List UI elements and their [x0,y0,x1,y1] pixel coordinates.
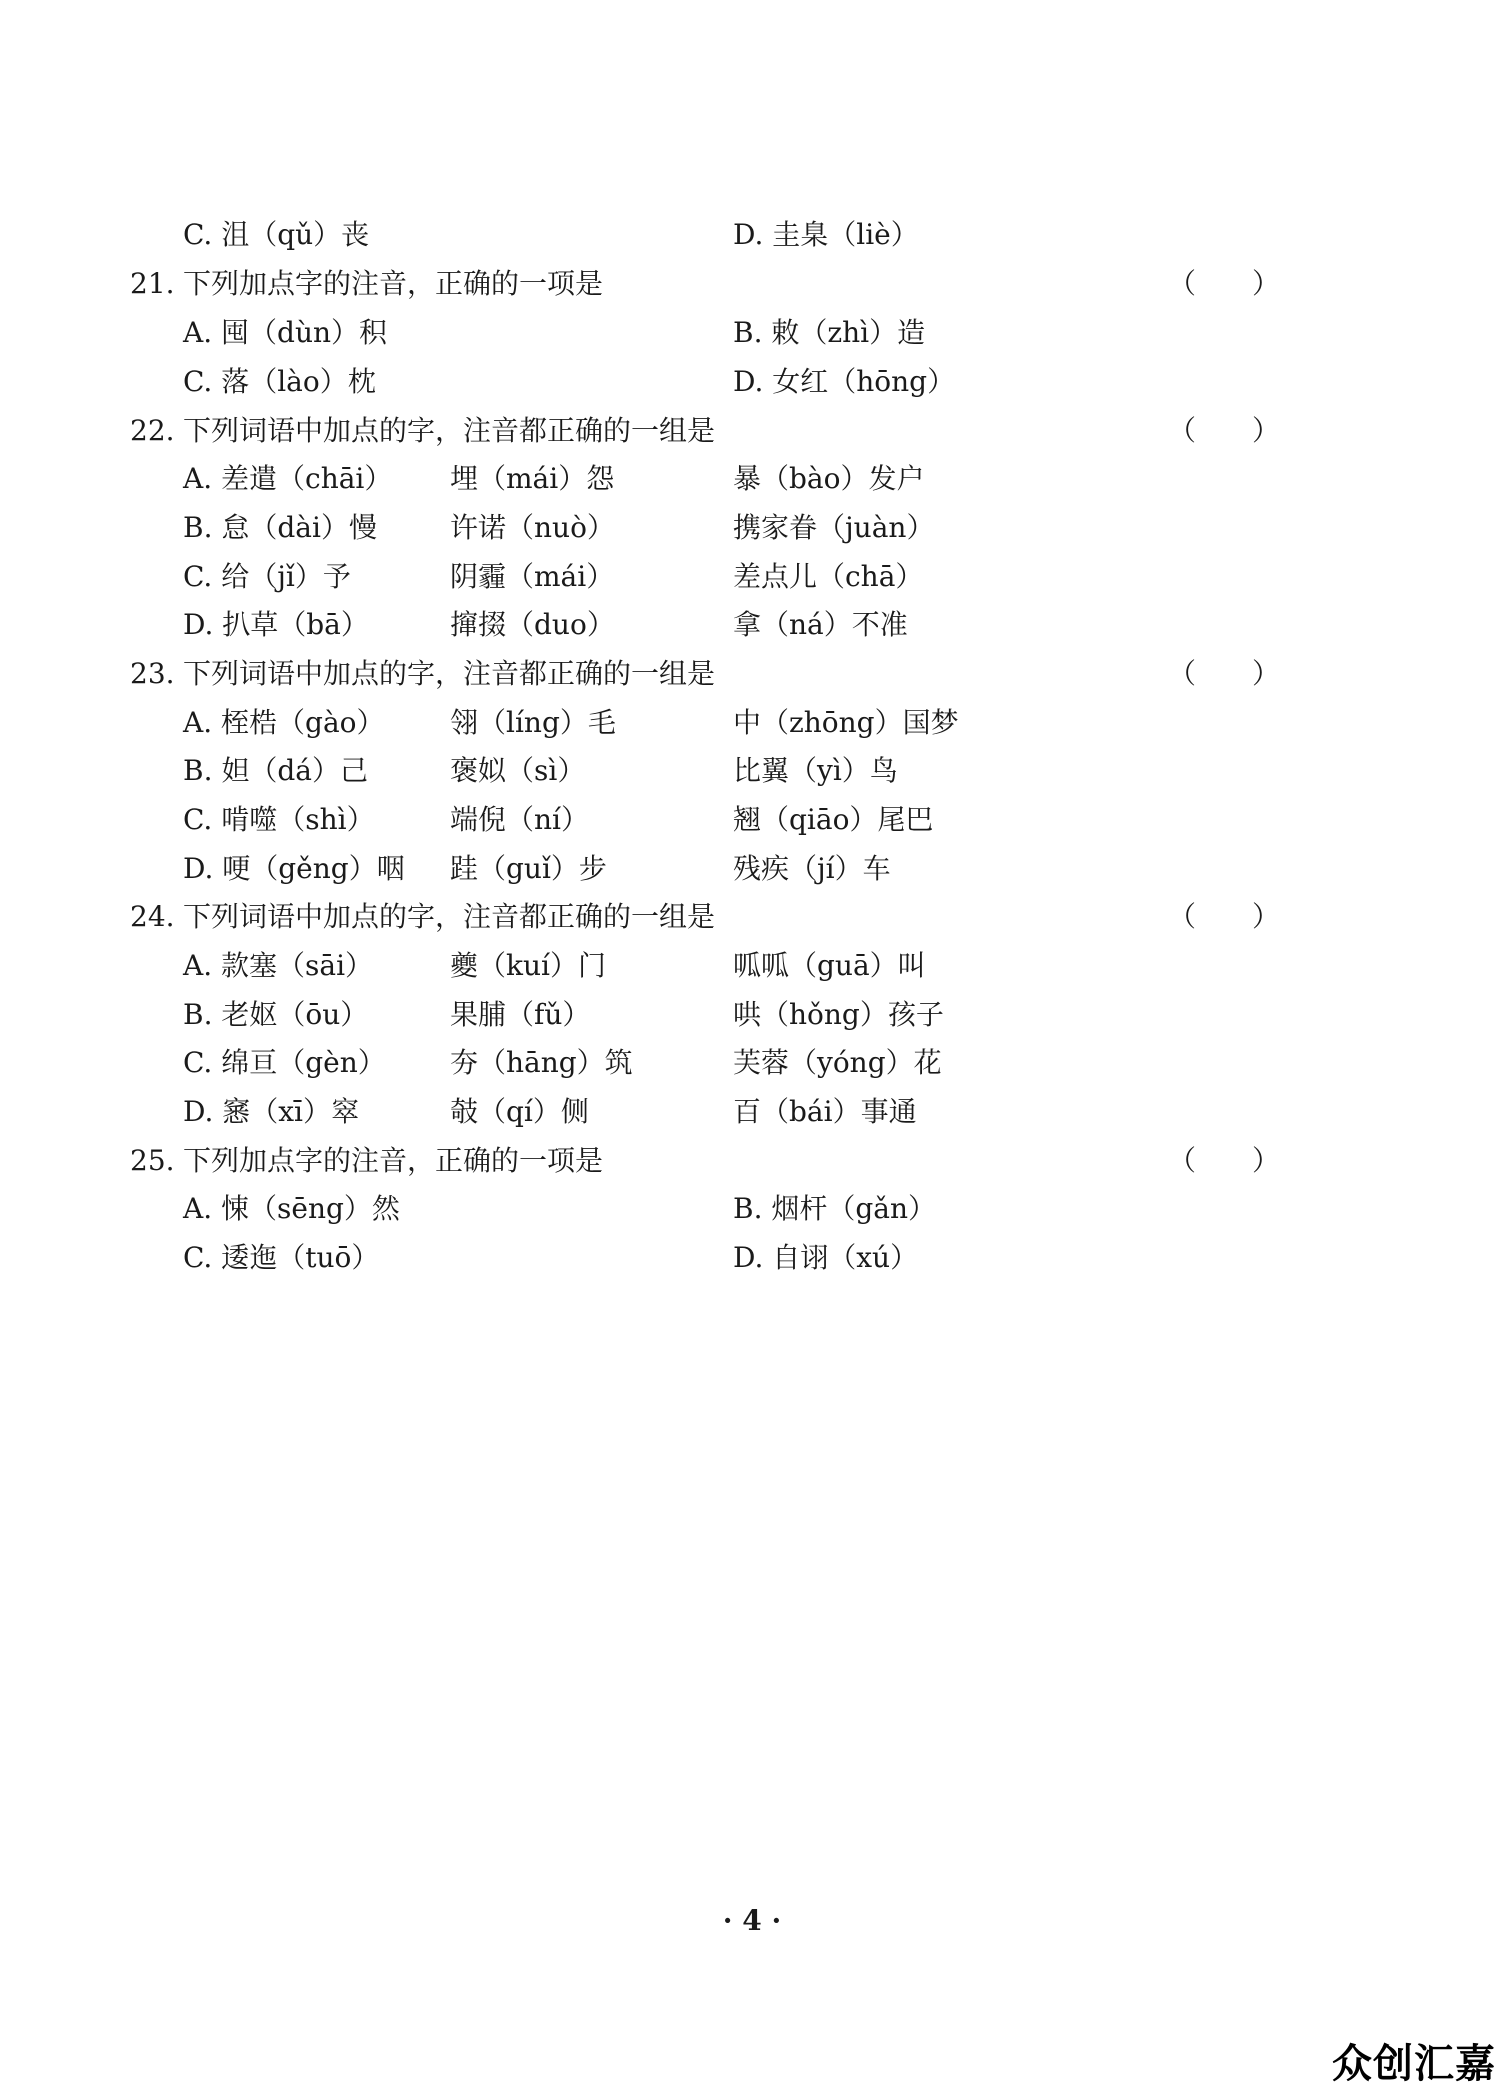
option-b-word-3: 携家眷（juàn） [733,511,935,544]
option-b-word-2: 果脯（fǔ） [450,998,591,1031]
option-d-word-2: 跬（guǐ）步 [450,852,607,885]
option-d-word-2: 撺掇（duo） [450,608,615,641]
option-line [0,557,1504,597]
option-d-word-3: 拿（ná）不准 [733,608,908,641]
watermark [1324,2033,1504,2095]
option-line [0,1043,1504,1083]
question-25 [0,1141,1504,1181]
option-a-word-2: 埋（mái）怨 [450,462,615,495]
question-24 [0,897,1504,937]
option-a-word-3: 呱呱（guā）叫 [733,949,926,982]
option-line [0,849,1504,889]
question-stem: 下列加点字的注音，正确的一项是 [183,1144,604,1177]
option-line [0,313,1504,353]
option-d-word-1: D. 哽（gěng）咽 [183,852,405,885]
option-a-word-1: A. 差遣（chāi） [183,462,393,495]
answer-blank[interactable]: （ ） [1168,267,1281,300]
answer-blank[interactable]: （ ） [1168,1144,1281,1177]
option-line [0,751,1504,791]
option-line [0,1092,1504,1132]
question-number: 21. [130,267,175,300]
option-line [0,362,1504,402]
option-a-word-3: 暴（bào）发户 [733,462,925,495]
page-number: · 4 · [722,1904,782,1937]
option-a-word-1: A. 款塞（sāi） [183,949,374,982]
option-d: D. 女红（hōng） [733,365,956,398]
question-number: 22. [130,414,175,447]
option-a: A. 悚（sēng）然 [183,1192,400,1225]
option-line [0,995,1504,1035]
option-line [0,215,1504,255]
option-c-word-1: C. 绵亘（gèn） [183,1046,386,1079]
option-c-word-3: 芙蓉（yóng）花 [733,1046,942,1079]
option-d-word-3: 百（bái）事通 [733,1095,917,1128]
question-23 [0,654,1504,694]
question-number: 24. [130,900,175,933]
option-line [0,508,1504,548]
option-line [0,800,1504,840]
option-line [0,946,1504,986]
option-line [0,703,1504,743]
option-line [0,1189,1504,1229]
question-21 [0,264,1504,304]
question-number: 23. [130,657,175,690]
option-c-word-2: 阴霾（mái） [450,560,615,593]
option-a: A. 囤（dùn）积 [183,316,388,349]
question-stem: 下列词语中加点的字，注音都正确的一组是 [183,900,716,933]
answer-blank[interactable]: （ ） [1168,900,1281,933]
option-a-word-1: A. 桎梏（gào） [183,706,385,739]
option-b-word-1: B. 妲（dá）己 [183,754,368,787]
option-b-word-1: B. 老妪（ōu） [183,998,369,1031]
option-b-word-2: 褒姒（sì） [450,754,586,787]
option-d-word-2: 攲（qí）侧 [450,1095,589,1128]
question-stem: 下列词语中加点的字，注音都正确的一组是 [183,657,716,690]
watermark-text: 众创汇嘉 [1332,2041,1496,2087]
option-line [0,1238,1504,1278]
option-a-word-2: 夔（kuí）门 [450,949,606,982]
option-c-word-1: C. 啃噬（shì） [183,803,375,836]
option-b-word-1: B. 怠（dài）慢 [183,511,377,544]
option-line [0,605,1504,645]
option-d-word-1: D. 扒草（bā） [183,608,369,641]
answer-blank[interactable]: （ ） [1168,414,1281,447]
question-stem: 下列词语中加点的字，注音都正确的一组是 [183,414,716,447]
question-number: 25. [130,1144,175,1177]
option-c: C. 沮（qǔ）丧 [183,218,370,251]
option-a-word-2: 翎（líng）毛 [450,706,616,739]
question-stem: 下列加点字的注音，正确的一项是 [183,267,604,300]
option-b-word-2: 许诺（nuò） [450,511,615,544]
option-line [0,459,1504,499]
option-c-word-2: 端倪（ní） [450,803,589,836]
option-d-word-1: D. 窸（xī）窣 [183,1095,359,1128]
option-c: C. 逶迤（tuō） [183,1241,380,1274]
option-b-word-3: 哄（hǒng）孩子 [733,998,944,1031]
option-b: B. 烟杆（gǎn） [733,1192,937,1225]
option-d: D. 圭臬（liè） [733,218,919,251]
option-b: B. 敕（zhì）造 [733,316,926,349]
option-c-word-3: 差点儿（chā） [733,560,924,593]
option-c-word-2: 夯（hāng）筑 [450,1046,633,1079]
option-a-word-3: 中（zhōng）国梦 [733,706,959,739]
option-c-word-3: 翘（qiāo）尾巴 [733,803,934,836]
question-22 [0,411,1504,451]
option-d: D. 自诩（xú） [733,1241,919,1274]
option-c-word-1: C. 给（jǐ）予 [183,560,351,593]
option-b-word-3: 比翼（yì）鸟 [733,754,898,787]
option-d-word-3: 残疾（jí）车 [733,852,891,885]
answer-blank[interactable]: （ ） [1168,657,1281,690]
option-c: C. 落（lào）枕 [183,365,376,398]
